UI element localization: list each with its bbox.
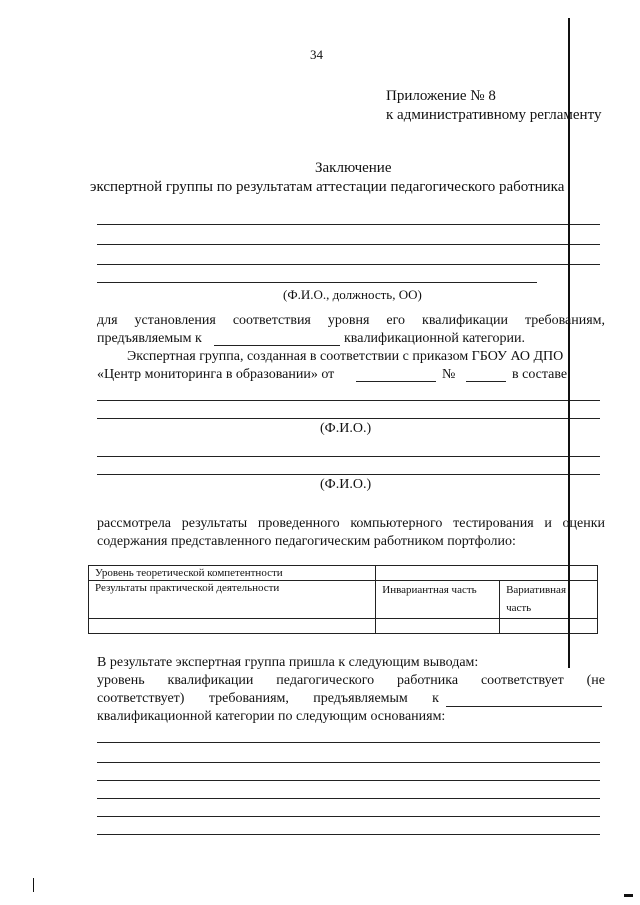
paragraph-expert-group-2c: в составе: (512, 367, 572, 382)
conclusion-text: уровень квалификации педагогического работника соответствует (не (97, 673, 605, 688)
blank-category (214, 345, 340, 346)
scan-edge-line (568, 18, 570, 668)
paragraph-requirements: для установления соответствия уровня его квалификации требованиям, (97, 313, 605, 328)
blank-line (97, 456, 600, 457)
blank-line (97, 264, 600, 265)
paragraph-reviewed-2: содержания представленного педагогическим работником портфолио: (97, 534, 516, 549)
blank-line (97, 418, 600, 419)
conclusion-text-3a: соответствует) требованиям, предъявляемым к (97, 691, 439, 706)
blank-date (356, 381, 436, 382)
blank-line (97, 834, 600, 835)
table-cell-empty (376, 619, 500, 634)
blank-line (97, 816, 600, 817)
paragraph-reviewed: рассмотрела результаты проведенного компьютерного тестирования и оценки (97, 516, 605, 531)
table-cell-invariant: Инвариантная часть (376, 581, 500, 619)
document-subtitle: экспертной группы по результатам аттестации педагогического работника (90, 179, 565, 195)
blank-line (97, 474, 600, 475)
table-cell-variative: Вариативная часть (500, 581, 598, 619)
scan-mark (624, 894, 633, 897)
conclusion-text-4: квалификационной категории по следующим основаниям: (97, 709, 446, 724)
table-cell-empty (89, 619, 376, 634)
blank-line (97, 780, 600, 781)
table-row (89, 566, 598, 581)
caption-fio-1: (Ф.И.О.) (320, 421, 372, 436)
table-cell-empty (500, 619, 598, 634)
blank-line (97, 224, 600, 225)
caption-fio-position: (Ф.И.О., должность, ОО) (283, 287, 422, 302)
scan-mark (33, 878, 34, 892)
blank-line (97, 282, 537, 283)
blank-line (97, 742, 600, 743)
paragraph-expert-group-2a: «Центр мониторинга в образовании» от (97, 367, 335, 382)
paragraph-expert-group-2b: № (442, 367, 456, 382)
blank-number (466, 381, 506, 382)
blank-category (446, 706, 602, 707)
appendix-subtitle: к административному регламенту (386, 107, 602, 123)
conclusion-intro: В результате экспертная группа пришла к следующим выводам: (97, 655, 479, 670)
caption-fio-2: (Ф.И.О.) (320, 477, 372, 492)
paragraph-expert-group: Экспертная группа, созданная в соответствии с приказом ГБОУ АО ДПО (127, 349, 564, 364)
table-row (89, 581, 598, 619)
page-number: 34 (310, 47, 323, 62)
paragraph-requirements-2a: предъявляемым к (97, 331, 202, 346)
blank-line (97, 762, 600, 763)
table-cell-theory-value (376, 566, 598, 581)
table-cell-theory-label: Уровень теоретической компетентности (89, 566, 376, 581)
blank-line (97, 244, 600, 245)
competence-table (88, 565, 598, 634)
blank-line (97, 400, 600, 401)
blank-line (97, 798, 600, 799)
appendix-title: Приложение № 8 (386, 88, 496, 104)
table-row (89, 619, 598, 634)
table-cell-practice-label: Результаты практической деятельности (89, 581, 376, 619)
document-title: Заключение (315, 160, 392, 176)
paragraph-requirements-2b: квалификационной категории. (344, 331, 526, 346)
